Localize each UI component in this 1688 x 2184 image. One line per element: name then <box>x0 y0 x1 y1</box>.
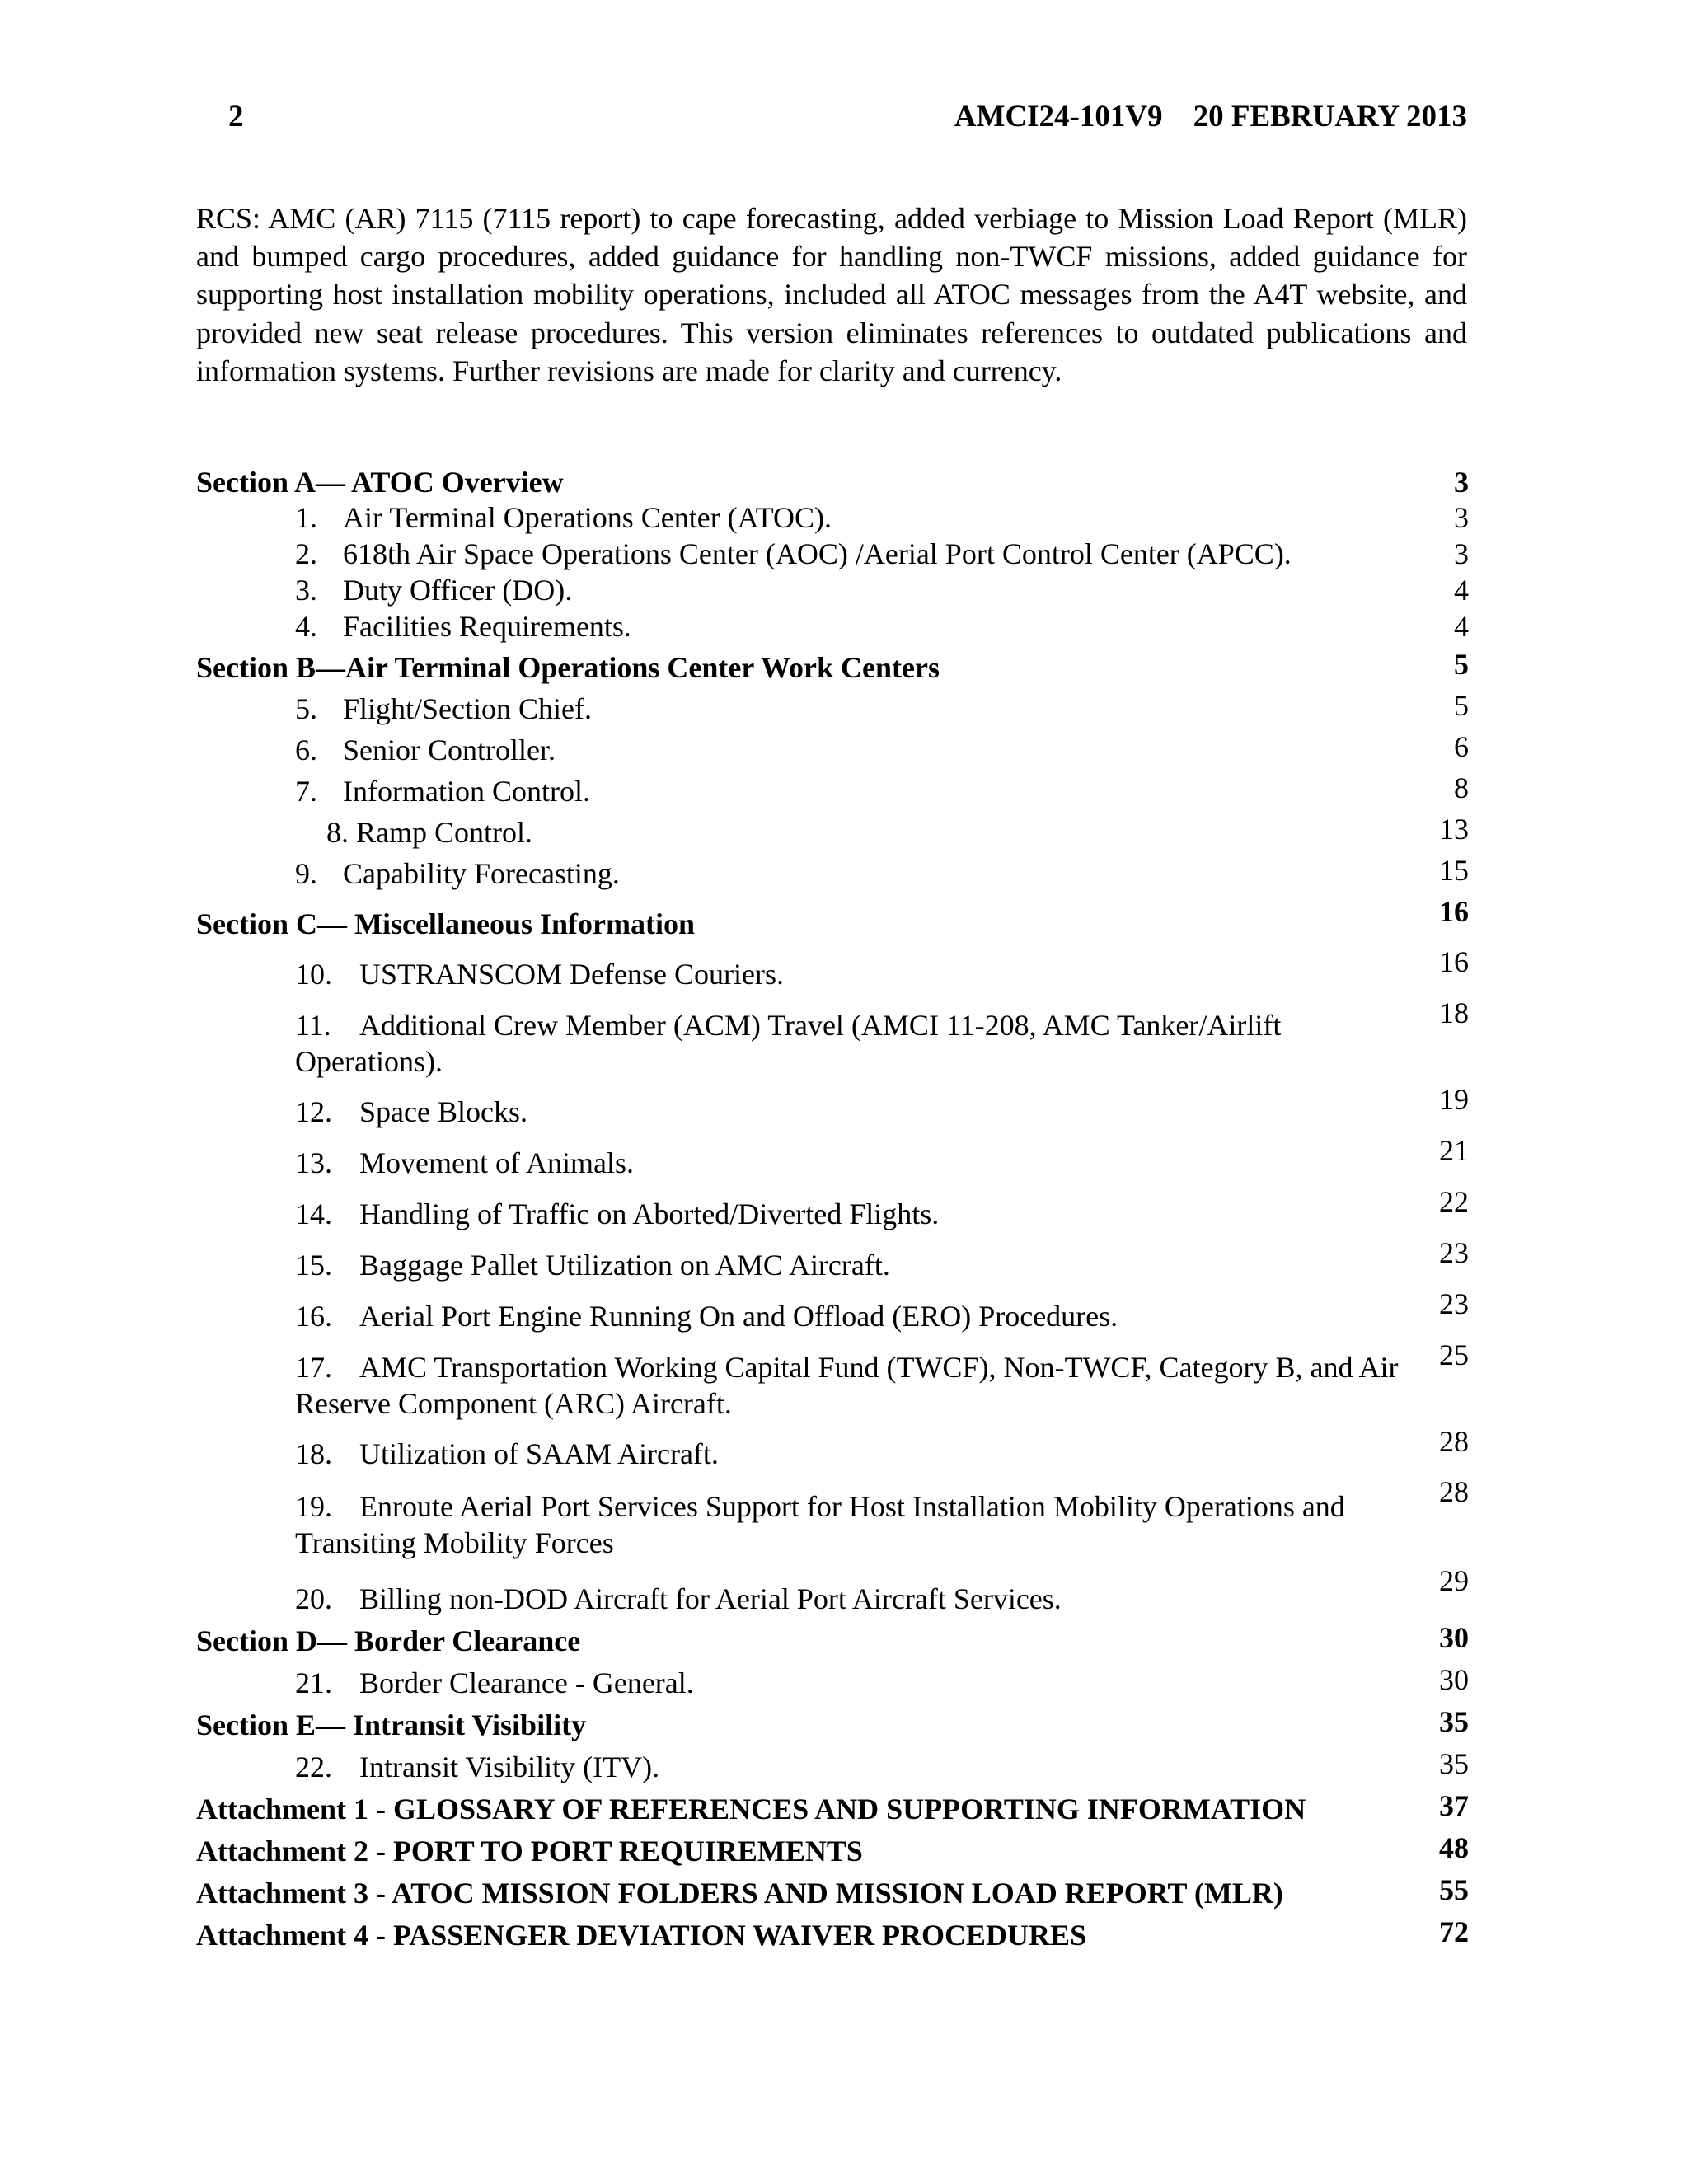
toc-item-number: 15. <box>295 1249 332 1282</box>
toc-attachment-1[interactable]: Attachment 1 - GLOSSARY OF REFERENCES AND SUPPORTING INFORMATION <box>196 1793 1306 1825</box>
toc-item-1[interactable] <box>295 499 832 536</box>
toc-item-label: 8. Ramp Control. <box>326 816 532 849</box>
toc-item-label: Billing non-DOD Aircraft for Aerial Port Aircraft Services. <box>359 1582 1062 1615</box>
toc-item-label: 618th Air Space Operations Center (AOC) /Aerial Port Control Center (APCC). <box>343 537 1292 570</box>
toc-item-number: 19. <box>295 1490 332 1523</box>
toc-item-17[interactable] <box>295 1349 1424 1422</box>
toc-page-3: 4 <box>1454 574 1469 607</box>
toc-item-number: 9. <box>295 857 317 890</box>
toc-item-13[interactable] <box>295 1145 634 1181</box>
toc-item-5[interactable] <box>295 691 592 727</box>
toc-item-number: 16. <box>295 1300 332 1333</box>
toc-attachment-2[interactable]: Attachment 2 - PORT TO PORT REQUIREMENTS <box>196 1835 863 1868</box>
toc-item-number: 5. <box>295 692 317 725</box>
toc-page-17: 25 <box>1439 1338 1469 1371</box>
toc-item-label: Air Terminal Operations Center (ATOC). <box>343 501 832 534</box>
toc-item-number: 14. <box>295 1197 332 1230</box>
toc-section-b[interactable]: Section B—Air Terminal Operations Center Work Centers <box>196 651 940 684</box>
toc-item-19[interactable] <box>295 1488 1424 1561</box>
toc-item-22[interactable] <box>295 1749 659 1785</box>
toc-item-number: 17. <box>295 1351 332 1384</box>
toc-attachment-4[interactable]: Attachment 4 - PASSENGER DEVIATION WAIVER PROCEDURES <box>196 1919 1087 1952</box>
toc-item-6[interactable] <box>295 732 556 768</box>
toc-page-attachment-4: 72 <box>1439 1915 1469 1948</box>
toc-item-label: Movement of Animals. <box>359 1146 634 1179</box>
toc-page-13: 21 <box>1439 1134 1469 1167</box>
toc-page-attachment-1: 37 <box>1439 1789 1469 1822</box>
toc-page-12: 19 <box>1439 1083 1469 1116</box>
toc-item-10[interactable] <box>295 956 784 992</box>
toc-item-label: Baggage Pallet Utilization on AMC Aircraft. <box>359 1249 890 1282</box>
toc-item-number: 22. <box>295 1750 332 1783</box>
toc-item-18[interactable] <box>295 1436 719 1472</box>
toc-section-a[interactable]: Section A— ATOC Overview <box>196 466 564 499</box>
toc-page-22: 35 <box>1439 1747 1469 1780</box>
toc-page-14: 22 <box>1439 1185 1469 1218</box>
toc-section-d[interactable]: Section D— Border Clearance <box>196 1624 581 1657</box>
toc-item-label: Facilities Requirements. <box>343 610 631 643</box>
toc-item-label: Flight/Section Chief. <box>343 692 592 725</box>
toc-item-9[interactable] <box>295 855 620 892</box>
toc-item-2[interactable] <box>295 536 1292 572</box>
toc-item-label: Senior Controller. <box>343 733 556 766</box>
toc-page-attachment-3: 55 <box>1439 1873 1469 1906</box>
toc-page-section-e: 35 <box>1439 1705 1469 1738</box>
toc-item-12[interactable] <box>295 1094 528 1130</box>
toc-section-e[interactable]: Section E— Intransit Visibility <box>196 1708 587 1741</box>
toc-item-label: Duty Officer (DO). <box>343 574 573 607</box>
toc-item-label: Intransit Visibility (ITV). <box>359 1750 660 1783</box>
toc-item-number: 13. <box>295 1146 332 1179</box>
toc-page-9: 15 <box>1439 854 1469 887</box>
toc-item-number: 2. <box>295 537 317 570</box>
toc-item-3[interactable] <box>295 572 572 608</box>
toc-item-number: 3. <box>295 574 317 607</box>
toc-item-label: USTRANSCOM Defense Couriers. <box>359 958 784 991</box>
toc-section-c[interactable]: Section C— Miscellaneous Information <box>196 907 695 940</box>
page-number: 2 <box>228 100 244 134</box>
toc-item-21[interactable] <box>295 1665 694 1701</box>
toc-page-11: 18 <box>1439 996 1469 1029</box>
toc-page-5: 5 <box>1454 689 1469 722</box>
toc-item-label: Aerial Port Engine Running On and Offload (ERO) Procedures. <box>359 1300 1118 1333</box>
toc-item-11[interactable] <box>295 1007 1424 1080</box>
toc-page-10: 16 <box>1439 945 1469 978</box>
toc-page-7: 8 <box>1454 771 1469 804</box>
toc-item-16[interactable] <box>295 1298 1118 1334</box>
toc-item-label: Space Blocks. <box>359 1095 528 1128</box>
document-id-date: AMCI24-101V9 20 FEBRUARY 2013 <box>954 100 1467 134</box>
toc-item-label: Border Clearance - General. <box>359 1666 694 1699</box>
toc-item-15[interactable] <box>295 1247 890 1283</box>
toc-page-21: 30 <box>1439 1663 1469 1696</box>
toc-item-label: Additional Crew Member (ACM) Travel (AMCI 11-208, AMC Tanker/Airlift Operations). <box>295 1009 1282 1078</box>
toc-page-19: 28 <box>1439 1475 1469 1508</box>
toc-page-section-a: 3 <box>1454 466 1469 499</box>
toc-item-label: Information Control. <box>343 775 590 808</box>
toc-page-section-d: 30 <box>1439 1621 1469 1654</box>
toc-page-20: 29 <box>1439 1564 1469 1597</box>
toc-page-8: 13 <box>1439 813 1469 846</box>
toc-attachment-3[interactable]: Attachment 3 - ATOC MISSION FOLDERS AND MISSION LOAD REPORT (MLR) <box>196 1877 1283 1910</box>
toc-page-1: 3 <box>1454 501 1469 534</box>
toc-item-number: 21. <box>295 1666 332 1699</box>
toc-item-label: Capability Forecasting. <box>343 857 620 890</box>
toc-page-attachment-2: 48 <box>1439 1831 1469 1864</box>
toc-item-number: 11. <box>295 1009 331 1042</box>
toc-item-number: 10. <box>295 958 332 991</box>
toc-page-section-c: 16 <box>1439 895 1469 928</box>
toc-item-number: 20. <box>295 1582 332 1615</box>
toc-item-label: AMC Transportation Working Capital Fund (TWCF), Non-TWCF, Category B, and Air Reserve Component (ARC) Aircraft. <box>295 1351 1399 1420</box>
toc-item-label: Handling of Traffic on Aborted/Diverted Flights. <box>359 1197 940 1230</box>
toc-page-2: 3 <box>1454 537 1469 570</box>
toc-page-16: 23 <box>1439 1287 1469 1320</box>
toc-page-section-b: 5 <box>1454 648 1469 681</box>
toc-page-15: 23 <box>1439 1236 1469 1269</box>
toc-page-4: 4 <box>1454 610 1469 643</box>
toc-page-6: 6 <box>1454 730 1469 763</box>
toc-item-14[interactable] <box>295 1196 939 1232</box>
toc-item-4[interactable] <box>295 608 631 644</box>
toc-item-number: 6. <box>295 733 317 766</box>
toc-item-8[interactable] <box>326 814 532 851</box>
toc-item-label: Utilization of SAAM Aircraft. <box>359 1437 719 1470</box>
toc-item-20[interactable] <box>295 1581 1062 1617</box>
toc-item-number: 7. <box>295 775 317 808</box>
toc-item-number: 4. <box>295 610 317 643</box>
toc-item-label: Enroute Aerial Port Services Support for Host Installation Mobility Operations and Transiting Mobility Forces <box>295 1490 1345 1559</box>
intro-paragraph: RCS: AMC (AR) 7115 (7115 report) to cape forecasting, added verbiage to Mission Load Report (MLR) and bumped cargo procedures, added guidance for handling non-TWCF missions, added guidance for supporting host installation mobility operations, included all ATOC messages from the A4T website, and provided new seat release procedures. This version eliminates references to outdated publications and information systems. Further revisions are made for clarity and currency. <box>196 202 1467 387</box>
toc-item-7[interactable] <box>295 773 590 809</box>
toc-item-number: 1. <box>295 501 317 534</box>
toc-item-number: 18. <box>295 1437 332 1470</box>
toc-page-18: 28 <box>1439 1425 1469 1458</box>
toc-item-number: 12. <box>295 1095 332 1128</box>
